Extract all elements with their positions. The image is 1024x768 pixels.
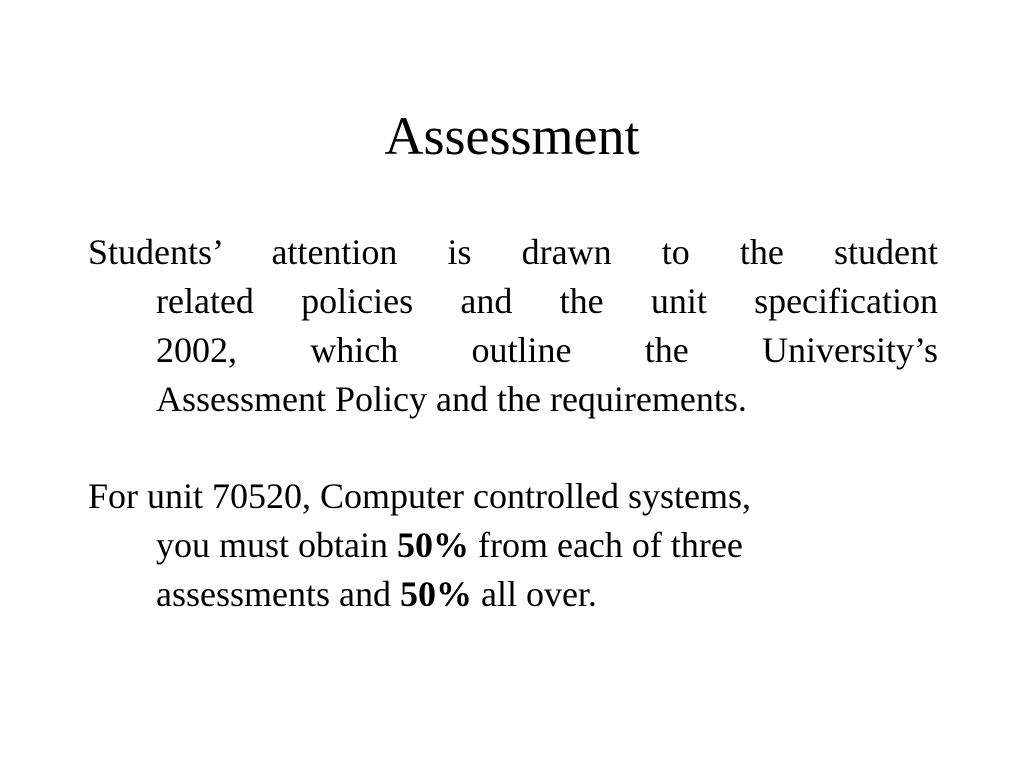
slide-body [88, 228, 938, 619]
paragraph-unit-requirements [88, 472, 938, 619]
paragraph-unit-line-1: For unit 70520, Computer controlled systems, [88, 476, 751, 516]
paragraph-unit-line-3-pre: assessments and [156, 574, 400, 614]
pass-mark-each: 50% [397, 525, 469, 565]
paragraph-policies-line-4: Assessment Policy and the requirements. [156, 379, 747, 419]
paragraph-unit-line-2-post: from each of three [469, 525, 743, 565]
paragraph-policies-line-2: related policies and the unit specification [156, 281, 938, 321]
pass-mark-overall: 50% [399, 574, 472, 614]
paragraph-unit-line-2 [88, 521, 938, 570]
slide-title: Assessment [384, 106, 640, 166]
paragraph-policies-line-1: Students’ attention is drawn to the student [88, 232, 938, 272]
paragraph-unit-line-3 [88, 570, 938, 619]
paragraph-unit-line-2-pre: you must obtain [156, 525, 397, 565]
paragraph-policies-line-3: 2002, which outline the University’s [156, 330, 938, 370]
paragraph-unit-line-3-post: all over. [471, 574, 597, 614]
paragraph-policies [88, 228, 938, 424]
